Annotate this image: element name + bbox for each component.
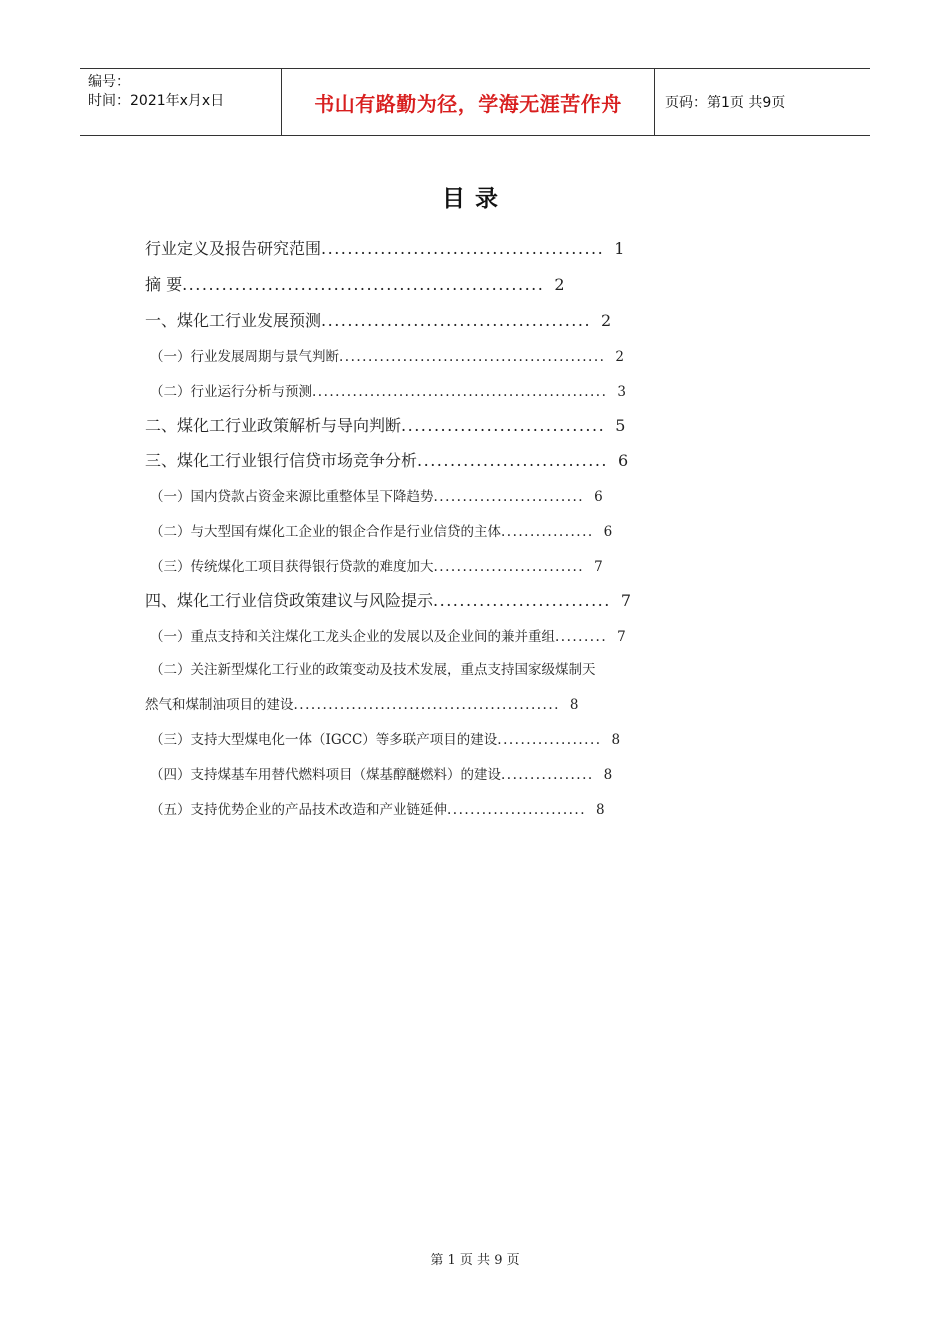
toc-entry[interactable] — [150, 658, 596, 678]
toc-entry-text: （五）支持优势企业的产品技术改造和产业链延伸 — [150, 802, 447, 818]
document-date-label: 时间：2021年x月x日 — [88, 93, 225, 109]
toc-entry-page: 2 — [615, 349, 624, 365]
document-number-label: 编号： — [88, 74, 130, 90]
toc-entry-leader: .......................... — [433, 559, 585, 575]
toc-entry-leader: .............................................. — [339, 349, 606, 365]
header-page-number: 页码：第1页 共9页 — [665, 95, 786, 111]
toc-entry-text: 行业定义及报告研究范围 — [145, 239, 322, 258]
toc-entry[interactable] — [150, 763, 612, 783]
toc-entry[interactable] — [145, 272, 565, 295]
toc-entry-leader: ....................................................... — [182, 275, 545, 294]
toc-entry-text: （三）传统煤化工项目获得银行贷款的难度加大 — [150, 559, 434, 575]
toc-entry-text: （一）重点支持和关注煤化工龙头企业的发展以及企业间的兼并重组 — [150, 629, 555, 645]
toc-entry-leader: ........................... — [433, 591, 611, 610]
toc-entry-leader: .............................................. — [293, 697, 560, 713]
toc-entry-text: 然气和煤制油项目的建设 — [145, 697, 294, 713]
toc-entry-page: 7 — [620, 591, 632, 610]
toc-entry-page: 7 — [617, 629, 626, 645]
toc-entry[interactable] — [150, 485, 603, 505]
toc-entry-text: （一）国内贷款占资金来源比重整体呈下降趋势 — [150, 489, 434, 505]
toc-entry[interactable] — [145, 413, 625, 436]
toc-entry-page: 6 — [618, 451, 629, 470]
toc-entry-leader: ........................................... — [321, 239, 605, 258]
toc-entry-text: （三）支持大型煤电化一体（IGCC）等多联产项目的建设 — [150, 732, 498, 748]
toc-entry-page: 2 — [554, 275, 565, 294]
toc-entry-page: 8 — [603, 767, 613, 783]
toc-entry-page: 1 — [614, 239, 625, 258]
toc-entry-text: （二）关注新型煤化工行业的政策变动及技术发展，重点支持国家级煤制天 — [150, 662, 596, 678]
toc-entry-text: （一）行业发展周期与景气判断 — [150, 349, 339, 365]
toc-entry-page: 6 — [603, 524, 613, 540]
toc-entry[interactable] — [145, 308, 611, 331]
toc-entry-text: （四）支持煤基车用替代燃料项目（煤基醇醚燃料）的建设 — [150, 767, 501, 783]
toc-entry-page: 7 — [594, 559, 603, 575]
toc-entry-page: 6 — [594, 489, 603, 505]
toc-entry[interactable] — [150, 728, 620, 748]
toc-title: 目录 — [442, 186, 508, 212]
toc-entry-text: 二、煤化工行业政策解析与导向判断 — [145, 416, 402, 435]
toc-entry[interactable] — [150, 798, 605, 818]
toc-entry[interactable] — [150, 345, 624, 365]
header-motto: 书山有路勤为径，学海无涯苦作舟 — [281, 69, 655, 135]
toc-entry[interactable] — [150, 625, 626, 645]
toc-entry-leader: ................................................... — [312, 384, 608, 400]
toc-entry-page: 8 — [611, 732, 621, 748]
toc-entry-leader: ............................. — [417, 451, 609, 470]
toc-entry-leader: .................. — [497, 732, 602, 748]
toc-entry-text: 四、煤化工行业信贷政策建议与风险提示 — [145, 591, 434, 610]
toc-entry-page: 3 — [617, 384, 626, 400]
toc-entry-leader: ................ — [501, 524, 594, 540]
toc-entry-text: （二）行业运行分析与预测 — [150, 384, 312, 400]
toc-entry[interactable] — [150, 520, 612, 540]
toc-entry-leader: .......................... — [433, 489, 585, 505]
toc-entry-page: 2 — [601, 311, 612, 330]
toc-entry[interactable] — [145, 588, 631, 611]
toc-entry[interactable] — [145, 448, 628, 471]
toc-entry-text: 三、煤化工行业银行信贷市场竞争分析 — [145, 451, 418, 470]
page-footer: 第 1 页 共 9 页 — [430, 1253, 520, 1268]
toc-entry-text: 一、煤化工行业发展预测 — [145, 311, 322, 330]
toc-entry-page: 8 — [596, 802, 605, 818]
toc-entry-leader: ......................................... — [321, 311, 592, 330]
toc-entry-continuation[interactable] — [145, 693, 579, 713]
toc-entry-leader: ................ — [501, 767, 594, 783]
toc-entry-leader: ............................... — [401, 416, 606, 435]
toc-entry-page: 5 — [615, 416, 626, 435]
toc-entry[interactable] — [145, 236, 624, 259]
toc-entry[interactable] — [150, 380, 626, 400]
toc-entry-text: （二）与大型国有煤化工企业的银企合作是行业信贷的主体 — [150, 524, 501, 540]
toc-entry-page: 8 — [569, 697, 579, 713]
toc-entry[interactable] — [150, 555, 603, 575]
toc-entry-leader: ........................ — [447, 802, 586, 818]
toc-entry-leader: ......... — [555, 629, 608, 645]
toc-entry-text: 摘 要 — [145, 275, 183, 294]
